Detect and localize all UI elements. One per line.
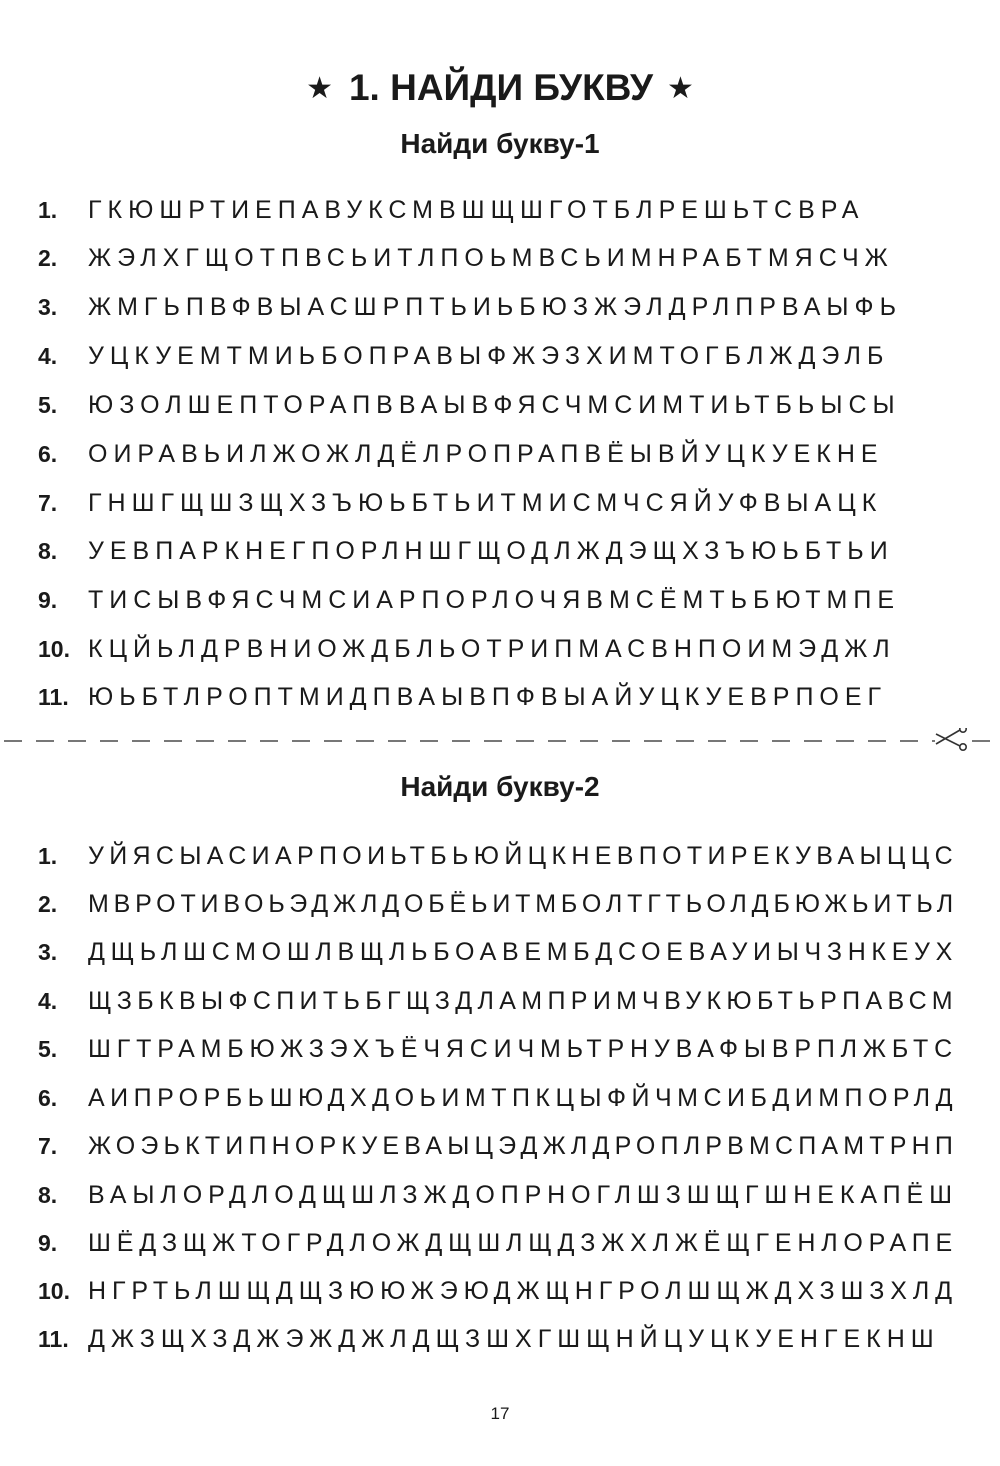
cut-line xyxy=(0,728,1000,758)
row-letters: ГНШГЩШЗЩХЗЪЮЬБТЬИТМИСМЧСЯЙУФВЫАЦК xyxy=(88,489,883,517)
scissors-icon xyxy=(936,728,966,750)
section-2-row xyxy=(38,1126,958,1166)
row-letters: МВРОТИВОЬЭДЖЛДОБЁЬИТМБОЛТГТЬОЛДБЮЖЬИТЬЛ xyxy=(88,890,958,918)
star-right-icon: ★ xyxy=(667,72,694,105)
row-letters: ЖЭЛХГЩОТПВСЬИТЛПОЬМВСЬИМНРАБТМЯСЧЖ xyxy=(88,244,894,272)
row-number: 5. xyxy=(38,1036,58,1062)
section-1-row xyxy=(38,434,958,474)
row-number: 2. xyxy=(38,891,58,917)
page-title xyxy=(0,62,1000,115)
row-number: 5. xyxy=(38,392,58,418)
row-number: 1. xyxy=(38,197,58,223)
section-2-row xyxy=(38,884,958,924)
row-letters: ЮЗОЛШЕПТОРАПВВАЫВФЯСЧМСИМТИЬТБЬЫСЫ xyxy=(88,391,901,419)
row-number: 9. xyxy=(38,1230,58,1256)
section-2-row xyxy=(38,932,958,972)
section-1-row xyxy=(38,483,958,523)
row-number: 10. xyxy=(38,1278,70,1304)
section-1-row xyxy=(38,238,958,278)
section-2-row xyxy=(38,1175,958,1215)
row-number: 7. xyxy=(38,490,58,516)
section-1-title: Найди букву-1 xyxy=(400,128,600,159)
row-number: 8. xyxy=(38,1182,58,1208)
row-letters: УЦКУЕМТМИЬБОПРАВЫФЖЭЗХИМТОГБЛЖДЭЛБ xyxy=(88,342,890,370)
star-left-icon: ★ xyxy=(306,72,333,105)
row-number: 7. xyxy=(38,1133,58,1159)
row-letters: ОИРАВЬИЛЖОЖЛДЁЛРОПРАПВЁЫВЙУЦКУЕКНЕ xyxy=(88,440,884,468)
row-number: 9. xyxy=(38,587,58,613)
row-letters: ВАЫЛОРДЛОДЩШЛЗЖДОПРНОГЛШЗШЩГШНЕКАПЁШ xyxy=(88,1181,958,1209)
row-number: 4. xyxy=(38,988,58,1014)
row-letters: ТИСЫВФЯСЧМСИАРПОРЛОЧЯВМСЁМТЬБЮТМПЕ xyxy=(88,586,901,614)
row-number: 2. xyxy=(38,245,58,271)
row-letters: ШГТРАМБЮЖЗЭХЪЁЧЯСИЧМЬТРНУВАФЫВРПЛЖБТС xyxy=(88,1035,958,1063)
section-2-row xyxy=(38,981,958,1021)
row-number: 3. xyxy=(38,294,58,320)
section-2-row xyxy=(38,1029,958,1069)
row-letters: ЮЬБТЛРОПТМИДПВАЫВПФВЫАЙУЦКУЕВРПОЕГ xyxy=(88,683,888,711)
row-letters: КЦЙЬЛДРВНИОЖДБЛЬОТРИПМАСВНПОИМЭДЖЛ xyxy=(88,635,896,663)
row-number: 11. xyxy=(38,1326,69,1352)
row-letters: АИПРОРБЬШЮДХДОЬИМТПКЦЫФЙЧМСИБДИМПОРЛД xyxy=(88,1084,958,1112)
row-number: 3. xyxy=(38,939,58,965)
row-number: 8. xyxy=(38,538,58,564)
section-1-row xyxy=(38,580,958,620)
row-letters: ШЁДЗЩЖТОГРДЛОЖДЩШЛЩДЗЖХЛЖЁЩГЕНЛОРАПЕ xyxy=(88,1229,958,1257)
row-number: 11. xyxy=(38,684,69,710)
section-1-row xyxy=(38,629,958,669)
row-number: 1. xyxy=(38,843,58,869)
row-number: 4. xyxy=(38,343,58,369)
row-letters: ДЩЬЛШСМОШЛВЩЛЬБОАВЕМБДСОЕВАУИЫЧЗНКЕУХ xyxy=(88,938,958,966)
section-1-row xyxy=(38,190,958,230)
section-1-row xyxy=(38,287,958,327)
row-letters: НГРТЬЛШЩДЩЗЮЮЖЭЮДЖЩНГРОЛШЩЖДХЗШЗХЛД xyxy=(88,1277,958,1305)
section-1-row xyxy=(38,336,958,376)
section-2-row xyxy=(38,1223,958,1263)
row-letters: ЩЗБКВЫФСПИТЬБГЩЗДЛАМПРИМЧВУКЮБТЬРПАВСМ xyxy=(88,987,958,1015)
row-letters: УЙЯСЫАСИАРПОИЬТБЬЮЙЦКНЕВПОТИРЕКУВАЫЦЦС xyxy=(88,842,958,870)
section-2-row xyxy=(38,1319,958,1359)
section-2-row xyxy=(38,836,958,876)
section-1-row xyxy=(38,385,958,425)
row-number: 6. xyxy=(38,1085,58,1111)
row-letters: ЖОЭЬКТИПНОРКУЕВАЫЦЭДЖЛДРОПЛРВМСПАМТРНП xyxy=(88,1132,958,1160)
section-2-row xyxy=(38,1271,958,1311)
row-letters: УЕВПАРКНЕГПОРЛНШГЩОДЛЖДЭЩХЗЪЮЬБТЬИ xyxy=(88,537,894,565)
section-2-row xyxy=(38,1078,958,1118)
row-number: 6. xyxy=(38,441,58,467)
page-title-text: 1. НАЙДИ БУКВУ xyxy=(348,67,653,108)
section-1-row xyxy=(38,677,958,717)
section-1-row xyxy=(38,531,958,571)
page-number: 17 xyxy=(490,1404,510,1423)
row-letters: ГКЮШРТИЕПАВУКСМВШЩШГОТБЛРЕШЬТСВРА xyxy=(88,196,865,224)
section-2-title: Найди букву-2 xyxy=(400,771,600,802)
row-letters: ДЖЗЩХЗДЖЭЖДЖЛДЩЗШХГШЩНЙЦУЦКУЕНГЕКНШ xyxy=(88,1325,940,1353)
row-letters: ЖМГЬПВФВЫАСШРПТЬИЬБЮЗЖЭЛДРЛПРВАЫФЬ xyxy=(88,293,902,321)
row-number: 10. xyxy=(38,636,70,662)
